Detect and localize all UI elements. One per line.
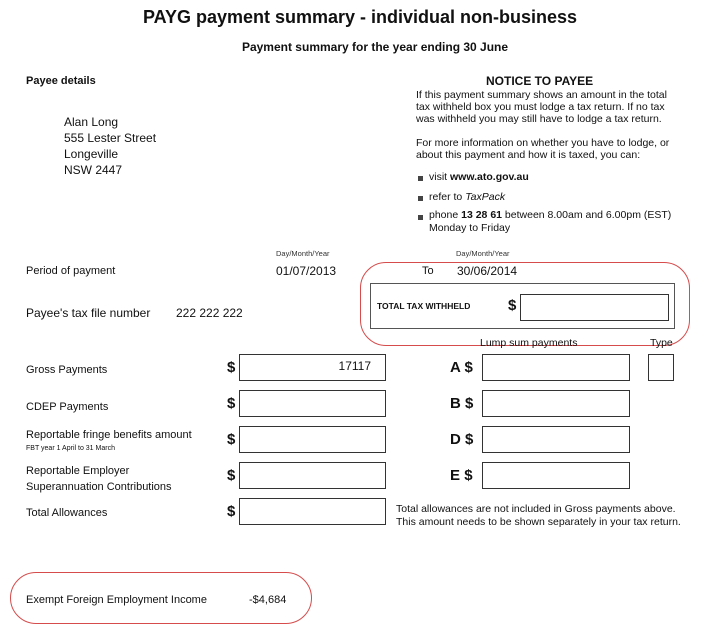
total-allowances-label: Total Allowances	[26, 507, 108, 519]
tax-withheld-highlight	[360, 262, 690, 346]
document-subtitle: Payment summary for the year ending 30 June	[241, 40, 509, 54]
gross-payments-value: 17117	[338, 359, 371, 373]
date-format-hint: Day/Month/Year	[276, 249, 330, 258]
period-from-date: 01/07/2013	[276, 264, 337, 278]
currency-symbol: $	[227, 467, 236, 484]
refer-prefix: refer to	[429, 191, 463, 203]
letter-d: D	[450, 431, 461, 448]
currency-symbol: $	[227, 503, 236, 520]
currency-symbol: $	[227, 359, 236, 376]
fringe-benefits-input[interactable]	[239, 426, 386, 453]
phone-hours: between 8.00am and 6.00pm (EST)	[504, 209, 672, 221]
document-title: PAYG payment summary - individual non-business	[142, 7, 578, 27]
notice-phone	[429, 209, 671, 221]
notice-text-line: If this payment summary shows an amount in the total	[416, 89, 667, 101]
letter-b: B	[450, 395, 461, 412]
payee-street: 555 Lester Street	[64, 131, 157, 145]
currency-symbol: $	[227, 395, 236, 412]
notice-text-line: about this payment and how it is taxed, you can:	[416, 149, 641, 161]
period-label: Period of payment	[26, 265, 116, 277]
cdep-payments-input[interactable]	[239, 390, 386, 417]
cdep-payments-label: CDEP Payments	[26, 401, 109, 413]
taxpack-reference: TaxPack	[465, 191, 506, 203]
gross-payments-input[interactable]	[239, 354, 386, 381]
notice-text-line: tax withheld box you must lodge a tax return. If no tax	[416, 101, 665, 113]
total-allowances-input[interactable]	[239, 498, 386, 525]
notice-text-line: was withheld you may still have to lodge a tax return.	[416, 113, 662, 125]
super-contributions-input[interactable]	[239, 462, 386, 489]
tfn-label: Payee's tax file number	[26, 306, 151, 320]
phone-prefix: phone	[429, 209, 459, 221]
exempt-income-highlight	[10, 572, 312, 624]
currency-symbol: $	[465, 395, 474, 412]
lump-sum-type-input[interactable]	[648, 354, 674, 381]
currency-symbol: $	[464, 467, 473, 484]
super-contributions-label: Superannuation Contributions	[26, 481, 172, 493]
bullet-icon	[418, 215, 423, 220]
phone-days: Monday to Friday	[429, 222, 511, 234]
letter-e: E	[450, 467, 461, 484]
lump-sum-a-input[interactable]	[482, 354, 630, 381]
lump-sum-heading: Lump sum payments	[480, 337, 578, 349]
notice-heading: NOTICE TO PAYEE	[486, 74, 594, 88]
notice-text-line: For more information on whether you have to lodge, or	[416, 137, 670, 149]
type-heading: Type	[650, 337, 673, 349]
notice-refer	[429, 191, 505, 203]
currency-symbol: $	[227, 431, 236, 448]
payee-state-postcode: NSW 2447	[64, 163, 123, 177]
exempt-foreign-income-label: Exempt Foreign Employment Income	[26, 594, 207, 606]
tfn-value: 222 222 222	[176, 306, 243, 320]
allowances-note-line: This amount needs to be shown separately in your tax return.	[396, 516, 681, 528]
lump-sum-d-input[interactable]	[482, 426, 630, 453]
currency-symbol: $	[508, 297, 517, 314]
lump-sum-e-input[interactable]	[482, 462, 630, 489]
payee-details-heading: Payee details	[26, 75, 96, 87]
tax-withheld-label: TOTAL TAX WITHHELD	[377, 301, 471, 311]
lump-sum-b-label	[450, 395, 473, 412]
gross-payments-label: Gross Payments	[26, 364, 108, 376]
lump-sum-b-input[interactable]	[482, 390, 630, 417]
visit-prefix: visit	[429, 171, 448, 183]
ato-website-link[interactable]: www.ato.gov.au	[450, 171, 529, 183]
payee-name: Alan Long	[64, 115, 119, 129]
bullet-icon	[418, 196, 423, 201]
notice-visit	[429, 171, 529, 183]
letter-a: A	[450, 359, 461, 376]
payee-city: Longeville	[64, 147, 119, 161]
lump-sum-d-label	[450, 431, 473, 448]
period-to-date: 30/06/2014	[457, 264, 518, 278]
period-to-label: To	[422, 265, 434, 277]
fringe-benefits-sublabel: FBT year 1 April to 31 March	[26, 445, 115, 452]
phone-number: 13 28 61	[461, 209, 502, 221]
currency-symbol: $	[465, 431, 474, 448]
lump-sum-a-label	[450, 359, 473, 376]
date-format-hint: Day/Month/Year	[456, 249, 510, 258]
super-contributions-label: Reportable Employer	[26, 465, 130, 477]
fringe-benefits-label: Reportable fringe benefits amount	[26, 429, 192, 441]
allowances-note-line: Total allowances are not included in Gross payments above.	[396, 503, 676, 515]
bullet-icon	[418, 176, 423, 181]
currency-symbol: $	[464, 359, 473, 376]
lump-sum-e-label	[450, 467, 473, 484]
exempt-foreign-income-value: -$4,684	[249, 594, 287, 606]
